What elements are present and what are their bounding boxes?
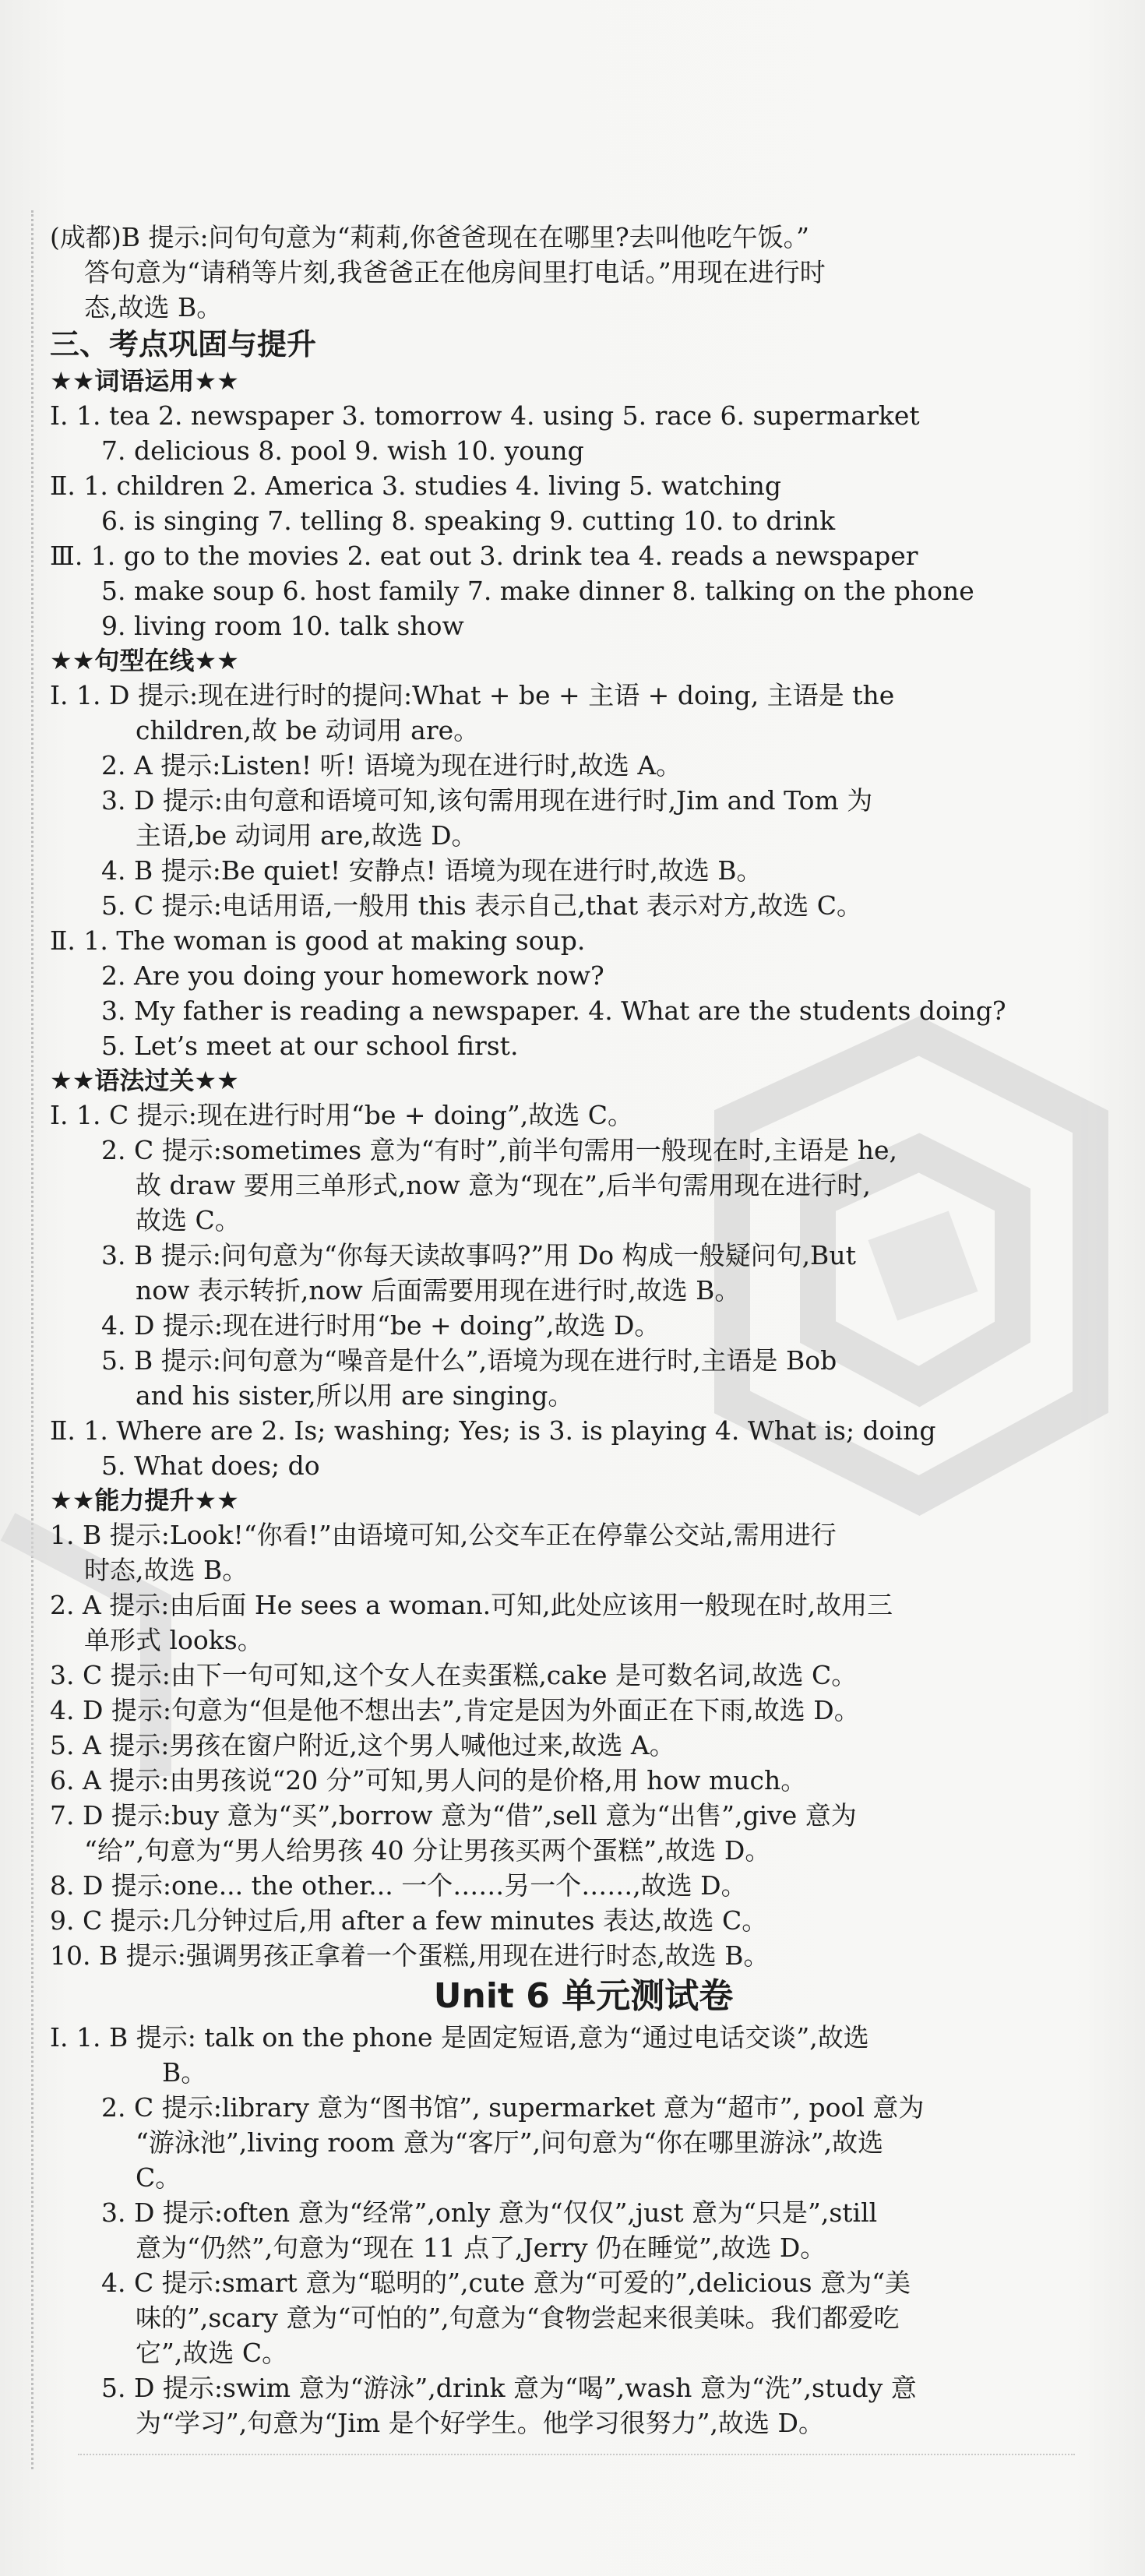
answer-line: 3. C 提示:由下一句可知,这个女人在卖蛋糕,cake 是可数名词,故选 C。 — [50, 1660, 858, 1690]
answer-line: (成都)B 提示:问句句意为“莉莉,你爸爸现在在哪里?去叫他吃午饭。” — [50, 222, 810, 252]
answer-line: 8. D 提示:one... the other... 一个……另一个……,故选 D。 — [50, 1870, 747, 1901]
answer-line: 故选 C。 — [136, 1205, 241, 1235]
answer-line: Ⅰ. 1. tea 2. newspaper 3. tomorrow 4. using 5. race 6. supermarket — [50, 400, 920, 431]
answer-line: 10. B 提示:强调男孩正拿着一个蛋糕,用现在进行时态,故选 B。 — [50, 1940, 770, 1971]
bottom-dotted-rule — [78, 2454, 1075, 2455]
ability-answers — [50, 1517, 1086, 1973]
sentence-heading: ★★句型在线★★ — [50, 646, 239, 675]
answer-line: 2. A 提示:由后面 He sees a woman.可知,此处应该用一般现在时,故用三 — [50, 1590, 893, 1620]
answer-line: Ⅰ. 1. C 提示:现在进行时用“be + doing”,故选 C。 — [50, 1100, 634, 1130]
answer-line: 4. D 提示:句意为“但是他不想出去”,肯定是因为外面正在下雨,故选 D。 — [50, 1695, 860, 1725]
answer-line: 故 draw 要用三单形式,now 意为“现在”,后半句需用现在进行时, — [136, 1170, 871, 1200]
answer-line: Ⅰ. 1. D 提示:现在进行时的提问:What + be + 主语 + doing, 主语是 the — [50, 680, 895, 710]
sentence-answers — [50, 678, 1086, 1063]
answer-line: children,故 be 动词用 are。 — [136, 715, 480, 745]
answer-line: “给”,句意为“男人给男孩 40 分让男孩买两个蛋糕”,故选 D。 — [84, 1835, 771, 1866]
answer-line: 5. make soup 6. host family 7. make dinner 8. talking on the phone — [101, 576, 974, 606]
section-title: 三、考点巩固与提升 — [50, 327, 317, 361]
answer-line: 2. Are you doing your homework now? — [101, 960, 604, 991]
vocab-answers — [50, 398, 1086, 643]
answer-line: 5. What does; do — [101, 1450, 320, 1481]
grammar-answers — [50, 1098, 1086, 1483]
answer-line: Ⅱ. 1. children 2. America 3. studies 4. living 5. watching — [50, 470, 782, 501]
answer-line: Ⅰ. 1. B 提示: talk on the phone 是固定短语,意为“通过电话交谈”,故选 — [50, 2022, 869, 2053]
answer-line: 9. C 提示:几分钟过后,用 after a few minutes 表达,故选 C。 — [50, 1905, 768, 1936]
answer-line: now 表示转折,now 后面需要用现在进行时,故选 B。 — [136, 1275, 741, 1306]
ability-heading: ★★能力提升★★ — [50, 1485, 239, 1515]
answer-line: 5. Let’s meet at our school first. — [101, 1031, 519, 1061]
answer-line: 它”,故选 C。 — [136, 2338, 288, 2368]
answer-line: 6. is singing 7. telling 8. speaking 9. cutting 10. to drink — [101, 506, 836, 536]
answer-line: 味的”,scary 意为“可怕的”,句意为“食物尝起来很美味。我们都爱吃 — [136, 2303, 900, 2333]
answer-line: 单形式 looks。 — [84, 1625, 263, 1655]
answer-line: 5. B 提示:问句意为“噪音是什么”,语境为现在进行时,主语是 Bob — [101, 1345, 837, 1376]
answer-line: Ⅱ. 1. The woman is good at making soup. — [50, 925, 586, 956]
unit-test-answers — [50, 2020, 1086, 2440]
answer-line: 7. D 提示:buy 意为“买”,borrow 意为“借”,sell 意为“出售”,give 意为 — [50, 1800, 857, 1831]
answer-line: 答句意为“请稍等片刻,我爸爸正在他房间里打电话。”用现在进行时 — [84, 257, 826, 287]
answer-line: 9. living room 10. talk show — [101, 611, 464, 641]
answer-line: 2. A 提示:Listen! 听! 语境为现在进行时,故选 A。 — [101, 750, 682, 781]
answer-line: 4. D 提示:现在进行时用“be + doing”,故选 D。 — [101, 1310, 661, 1341]
answer-line: 5. D 提示:swim 意为“游泳”,drink 意为“喝”,wash 意为“洗”,study 意 — [101, 2373, 917, 2403]
answer-line: 1. B 提示:Look!“你看!”由语境可知,公交车正在停靠公交站,需用进行 — [50, 1520, 837, 1550]
answer-line: 2. C 提示:library 意为“图书馆”, supermarket 意为“超市”, pool 意为 — [101, 2092, 925, 2123]
answer-line: 7. delicious 8. pool 9. wish 10. young — [101, 435, 584, 466]
answer-line: Ⅲ. 1. go to the movies 2. eat out 3. drink tea 4. reads a newspaper — [50, 541, 918, 571]
answer-line: 4. B 提示:Be quiet! 安静点! 语境为现在进行时,故选 B。 — [101, 855, 763, 886]
answer-line: 主语,be 动词用 are,故选 D。 — [136, 820, 477, 851]
answer-line: 意为“仍然”,句意为“现在 11 点了,Jerry 仍在睡觉”,故选 D。 — [136, 2232, 826, 2263]
answer-line: B。 — [162, 2057, 207, 2088]
answer-line: “游泳池”,living room 意为“客厅”,问句意为“你在哪里游泳”,故选 — [136, 2127, 884, 2158]
binding-dotted-line — [31, 210, 33, 2469]
answer-line: 4. C 提示:smart 意为“聪明的”,cute 意为“可爱的”,delicious 意为“美 — [101, 2268, 911, 2298]
answer-line: 3. B 提示:问句意为“你每天读故事吗?”用 Do 构成一般疑问句,But — [101, 1240, 856, 1270]
answer-line: 3. My father is reading a newspaper. 4. What are the students doing? — [101, 996, 1006, 1026]
grammar-heading: ★★语法过关★★ — [50, 1066, 239, 1095]
answer-line: 3. D 提示:often 意为“经常”,only 意为“仅仅”,just 意为“只是”,still — [101, 2197, 878, 2228]
vocab-heading: ★★词语运用★★ — [50, 366, 239, 396]
intro-paragraph — [50, 220, 1086, 325]
answer-line: 态,故选 B。 — [84, 292, 223, 322]
answer-line: 5. A 提示:男孩在窗户附近,这个男人喊他过来,故选 A。 — [50, 1730, 675, 1760]
answer-line: 5. C 提示:电话用语,一般用 this 表示自己,that 表示对方,故选 C。 — [101, 890, 862, 921]
answer-line: 3. D 提示:由句意和语境可知,该句需用现在进行时,Jim and Tom 为 — [101, 785, 873, 816]
answer-line: 6. A 提示:由男孩说“20 分”可知,男人问的是价格,用 how much。 — [50, 1765, 807, 1795]
answer-line: 时态,故选 B。 — [84, 1555, 248, 1585]
unit-title: Unit 6 单元测试卷 — [433, 1976, 734, 2016]
answer-line: 为“学习”,句意为“Jim 是个好学生。他学习很努力”,故选 D。 — [136, 2408, 824, 2438]
answer-line: 2. C 提示:sometimes 意为“有时”,前半句需用一般现在时,主语是 he, — [101, 1135, 898, 1165]
answer-line: and his sister,所以用 are singing。 — [136, 1380, 574, 1411]
answer-line: Ⅱ. 1. Where are 2. Is; washing; Yes; is 3. is playing 4. What is; doing — [50, 1415, 936, 1446]
answer-key-content — [50, 220, 1086, 2440]
answer-line: C。 — [136, 2162, 181, 2193]
